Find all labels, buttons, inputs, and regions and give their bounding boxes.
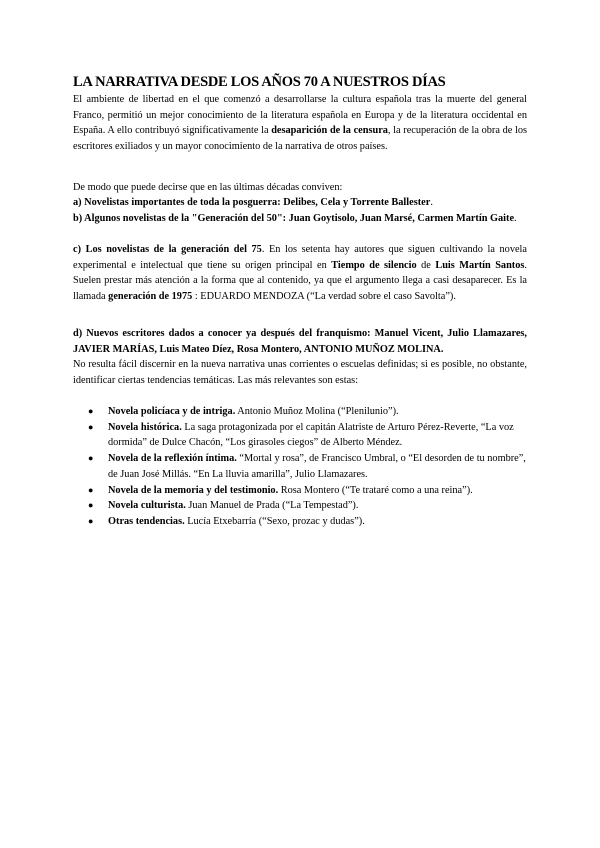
item-c-text-3: . Suelen prestar más atención a la forma que al contenido, ya que el argumento llega a casi desaparecer. Es la llamada bbox=[73, 259, 527, 303]
list-item bbox=[73, 483, 527, 499]
item-a-end: . bbox=[430, 197, 433, 208]
list-item-text: Lucía Etxebarría (“Sexo, prozac y dudas”). bbox=[184, 515, 365, 527]
intro-text-1: El ambiente de libertad en el que comenzó a desarrollarse la cultura española tras la muerte del general Franco, permitió un mejor conocimiento de la literatura española en Europa y de la literatura occidental en España. A ello contribuyó significativamente la bbox=[73, 94, 527, 137]
item-c-text-1: . En los setenta hay autores que siguen cultivando la novela experimental e intelectual que tiene su origen principal en bbox=[73, 244, 527, 271]
item-c-bold-3: Luis Martín Santos bbox=[435, 259, 525, 271]
intro-bold-censura: desaparición de la censura bbox=[271, 125, 388, 137]
tendencias-list bbox=[73, 404, 527, 530]
item-b-bold: b) Algunos novelistas de la "Generación del 50": Juan Goytisolo, Juan Marsé, Carmen Martín Gaite bbox=[73, 213, 515, 224]
item-d bbox=[73, 326, 527, 389]
list-item-label: Novela de la memoria y del testimonio. bbox=[108, 484, 279, 496]
list-item-text: “Mortal y rosa”, de Francisco Umbral, o “El desorden de tu nombre”, de Juan José Millás. “En La lluvia amarilla”, Julio Llamazares. bbox=[108, 453, 526, 480]
list-item-text: Antonio Muñoz Molina (“Plenilunio”). bbox=[235, 406, 399, 417]
bullet-icon: ● bbox=[88, 515, 94, 526]
list-item-label: Novela culturista. bbox=[108, 500, 186, 512]
item-c-bold-2: Tiempo de silencio bbox=[331, 259, 417, 271]
list-item bbox=[73, 420, 527, 451]
item-c-bold-1: c) Los novelistas de la generación del 75 bbox=[73, 244, 262, 255]
bullet-icon: ● bbox=[88, 406, 94, 416]
item-a bbox=[73, 195, 527, 211]
intro-text-2: , la recuperación de la obra de los escritores exiliados y un mayor conocimiento de la narrativa de otros países. bbox=[73, 125, 527, 153]
list-item bbox=[73, 451, 527, 482]
item-d-text: No resulta fácil discernir en la nueva narrativa unas corrientes o escuelas definidas; si es posible, no obstante, identificar ciertas tendencias temáticas. Las más relevantes son estas: bbox=[73, 359, 527, 387]
item-b bbox=[73, 211, 527, 227]
list-item bbox=[73, 514, 527, 530]
bullet-icon: ● bbox=[88, 421, 94, 432]
lead-paragraph bbox=[73, 180, 527, 196]
bullet-icon: ● bbox=[88, 500, 94, 511]
item-c bbox=[73, 242, 527, 305]
item-c-bold-4: generación de 1975 bbox=[108, 291, 193, 303]
list-item-label: Otras tendencias. bbox=[108, 515, 185, 527]
list-item bbox=[73, 498, 527, 514]
intro-paragraph bbox=[73, 92, 527, 155]
list-item bbox=[73, 404, 527, 420]
item-c-text-2: de bbox=[416, 259, 436, 271]
lead-text: De modo que puede decirse que en las últimas décadas conviven: bbox=[73, 182, 343, 193]
list-item-text: Rosa Montero (“Te trataré como a una reina”). bbox=[278, 484, 473, 496]
list-item-text: Juan Manuel de Prada (“La Tempestad”). bbox=[185, 500, 359, 512]
list-item-text: La saga protagonizada por el capitán Alatriste de Arturo Pérez-Reverte, “La voz dormida” de Dulce Chacón, “Los girasoles ciegos” de Alberto Méndez. bbox=[108, 421, 514, 449]
bullet-icon: ● bbox=[88, 484, 94, 495]
item-a-bold: a) Novelistas importantes de toda la posguerra: Delibes, Cela y Torrente Ballester bbox=[73, 197, 431, 208]
bullet-icon: ● bbox=[88, 453, 94, 464]
tendencias-list-wrapper bbox=[73, 404, 527, 530]
document-title: LA NARRATIVA DESDE LOS AÑOS 70 A NUESTROS DÍAS bbox=[73, 74, 446, 90]
list-item-label: Novela de la reflexión íntima. bbox=[108, 453, 237, 465]
item-d-bold: d) Nuevos escritores dados a conocer ya después del franquismo: Manuel Vicent, Julio Llamazares, JAVIER MARÍAS, Luis Mateo Díez, Rosa Montero, ANTONIO MUÑOZ MOLINA. bbox=[73, 328, 527, 355]
list-item-label: Novela histórica. bbox=[108, 421, 182, 433]
list-item-label: Novela policíaca y de intriga. bbox=[108, 406, 236, 417]
item-b-end: . bbox=[514, 213, 517, 224]
item-c-text-4: : EDUARDO MENDOZA (“La verdad sobre el caso Savolta”). bbox=[192, 291, 456, 303]
